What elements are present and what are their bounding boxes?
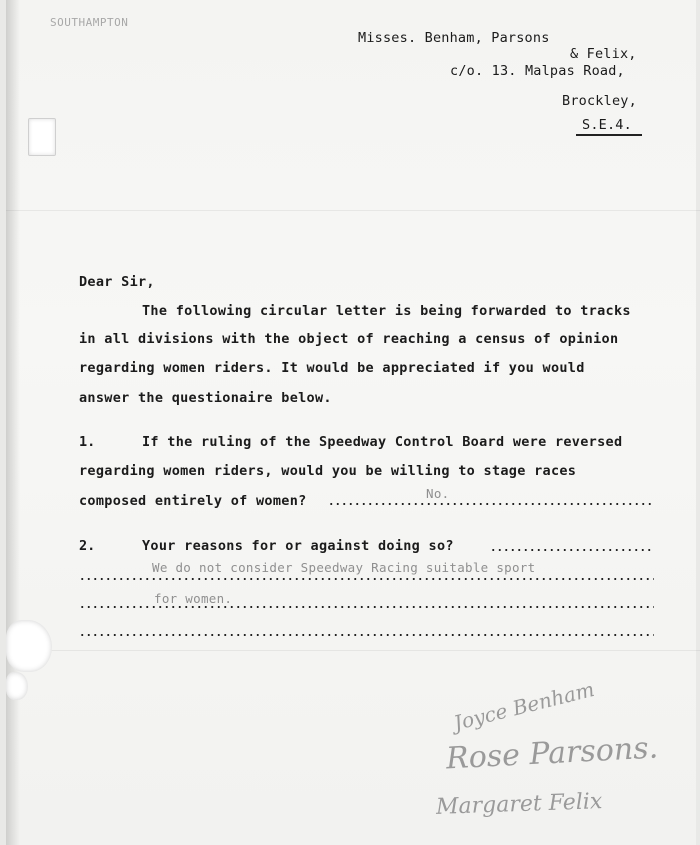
address-underline [576,134,642,136]
answer-dotted-line [79,634,654,636]
answer-dotted-line [79,578,654,580]
answer-dotted-line [490,549,654,551]
signature-2: Rose Parsons. [445,730,659,777]
address-line-2: & Felix, [570,46,637,62]
signature-3: Margaret Felix [435,789,603,820]
intro-line: regarding women riders. It would be appreciated if you would [79,360,585,376]
punch-hole [28,118,56,156]
signature-1: Joyce Benham [451,676,597,736]
address-line-1: Misses. Benham, Parsons [358,30,550,46]
fold-line [6,650,700,651]
intro-line: in all divisions with the object of reaching a census of opinion [79,331,619,347]
salutation: Dear Sir, [79,274,155,290]
intro-line: The following circular letter is being forwarded to tracks [142,303,631,319]
question-1-line: regarding women riders, would you be willing to stage races [79,463,577,479]
question-1-line: If the ruling of the Speedway Control Board were reversed [142,434,623,450]
answer-2-line: for women. [154,591,233,606]
archive-stamp: SOUTHAMPTON [50,16,129,29]
intro-line: answer the questionaire below. [79,390,332,406]
address-line-3: c/o. 13. Malpas Road, [450,63,625,79]
torn-edge [6,620,52,672]
question-number: 2. [79,538,96,554]
question-2-text: Your reasons for or against doing so? [142,538,454,554]
torn-edge [6,672,28,700]
fold-line [6,210,700,211]
answer-dotted-line [328,503,654,505]
answer-2-line: We do not consider Speedway Racing suitable sport [152,560,536,575]
answer-1: No. [426,486,450,501]
address-line-5: S.E.4. [582,117,632,133]
address-line-4: Brockley, [562,93,637,109]
page-edge-shadow [6,0,20,845]
question-number: 1. [79,434,96,450]
question-1-line: composed entirely of women? [79,493,307,509]
answer-dotted-line [79,606,654,608]
